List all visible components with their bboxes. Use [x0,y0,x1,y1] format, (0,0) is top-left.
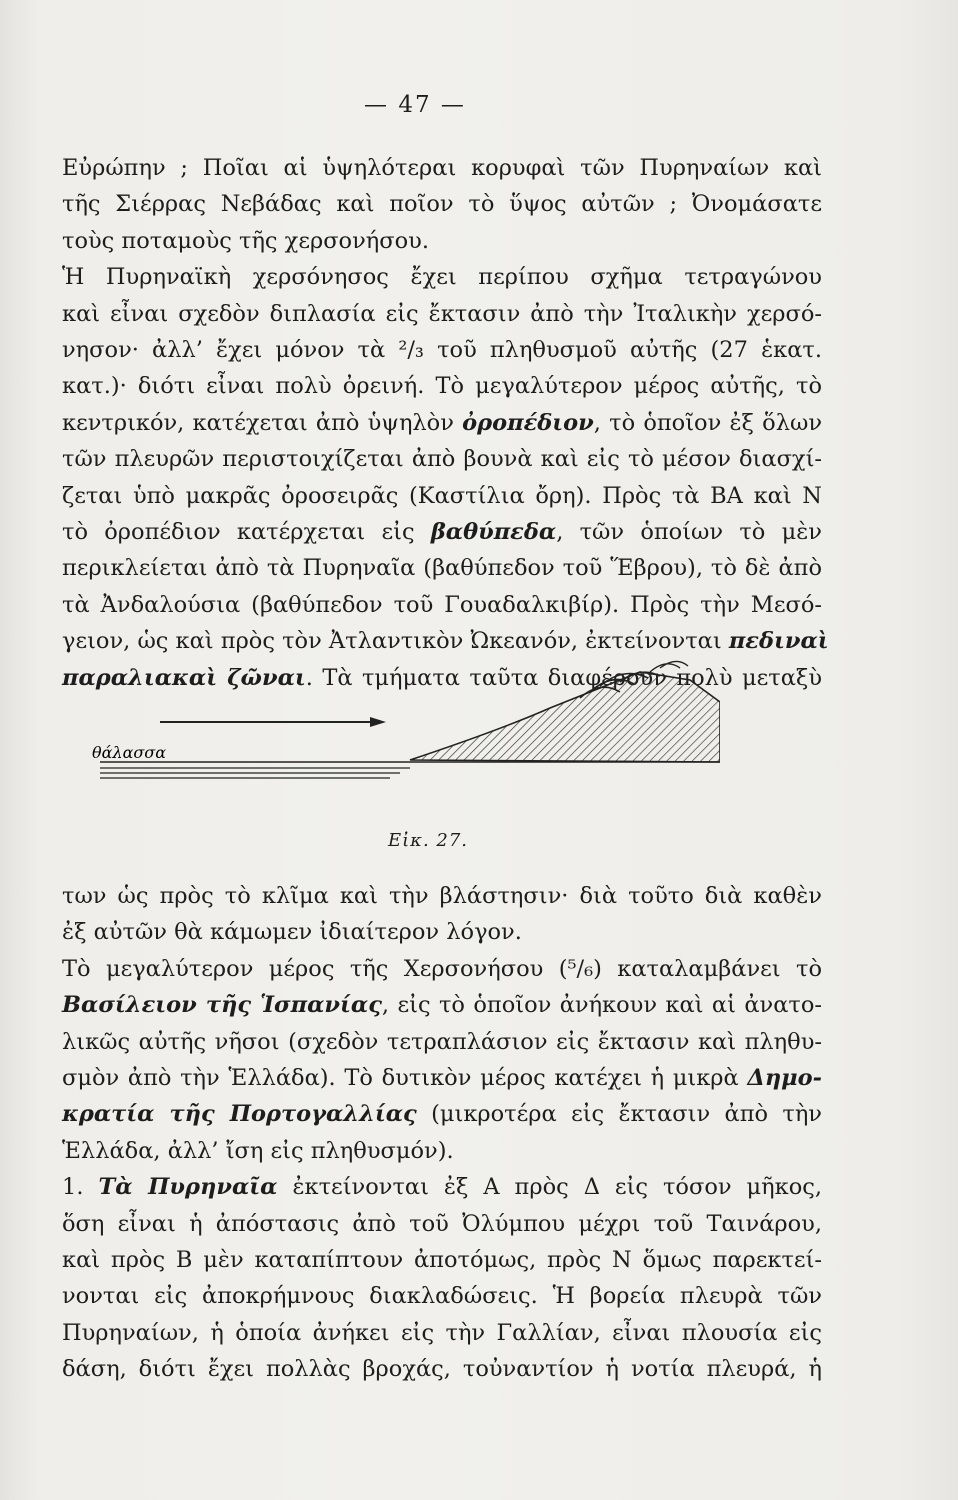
text-segment: Εὐρώπην ; Ποῖαι αἱ ὑψηλότεραι κορυφαὶ τῶν Πυρηναίων καὶ [62,155,822,181]
text-segment: , τὸ ὁποῖον ἐξ ὅλων [593,409,822,436]
coastal-slope [410,672,720,762]
text-segment: , εἰς τὸ ὁποῖον ἀνήκουν καὶ αἱ ἀνατο- [381,992,822,1019]
text-segment: Πυρηναίων, ἡ ὁποία ἀνήκει εἰς τὴν Γαλλίαν, εἶναι πλουσία εἰς [62,1319,822,1346]
text-line [62,878,822,914]
text-segment: τὰ Ἀνδαλούσια (βαθύπεδον τοῦ Γουαδαλκιβίρ). Πρὸς τὴν Μεσό- [62,591,822,618]
text-line [62,405,822,441]
text-segment: γειον, ὡς καὶ πρὸς τὸν Ἀτλαντικὸν Ὠκεανόν, ἐκτείνονται [62,628,729,655]
text-line [62,987,822,1023]
emphasized-term: παραλιακαὶ ζῶναι [62,664,306,691]
text-line [62,150,822,186]
text-line [62,623,829,659]
text-segment: τῶν πλευρῶν περιστοιχίζεται ἀπὸ βουνὰ καὶ εἰς τὸ μέσον διασχί- [62,446,822,473]
text-segment: Ἑλλάδα, ἀλλ’ ἴση εἰς πληθυσμόν). [62,1137,454,1164]
paragraph-1 [62,150,829,696]
text-line [62,1351,822,1387]
text-line [62,368,822,404]
text-line [62,332,822,368]
wave-spray [650,661,688,672]
text-segment: περικλείεται ἀπὸ τὰ Πυρηναῖα (βαθύπεδον τοῦ Ἕβρου), τὸ δὲ ἀπὸ [62,555,822,582]
emphasized-term: βαθύπεδα [430,519,557,546]
emphasized-term: ὀροπέδιον [462,409,594,436]
paragraph-2 [62,878,822,1388]
text-line [62,587,822,623]
text-line [62,259,822,295]
text-segment: τῆς Σιέρρας Νεβάδας καὶ ποῖον τὸ ὕψος αὐτῶν ; Ὀνομάσατε [62,191,822,218]
text-segment: νησον· ἀλλ’ ἔχει μόνον τὰ ²/₃ τοῦ πληθυσμοῦ αὐτῆς (27 ἑκατ. [62,337,822,364]
text-segment: κατ.)· διότι εἶναι πολὺ ὀρεινή. Τὸ μεγαλύτερον μέρος αὐτῆς, τὸ [62,373,822,400]
figure-27-diagram [80,660,720,780]
emphasized-term: πεδιναὶ [728,628,829,655]
text-segment: , τῶν ὁποίων τὸ μὲν [556,519,822,546]
text-segment: τὸ ὀροπέδιον κατέρχεται εἰς [62,519,431,546]
text-line [62,441,822,477]
text-segment: 1. [62,1174,99,1201]
text-segment: των ὡς πρὸς τὸ κλῖμα καὶ τὴν βλάστησιν· διὰ τοῦτο διὰ καθὲν [62,883,822,909]
text-line [62,1133,822,1169]
text-segment: ὅση εἶναι ἡ ἀπόστασις ἀπὸ τοῦ Ὀλύμπου μέχρι τοῦ Ταινάρου, [62,1210,822,1237]
text-line [62,550,822,586]
text-line [62,1278,822,1314]
text-segment: ἐκτείνονται ἐξ Α πρὸς Δ εἰς τόσον μῆκος, [277,1174,822,1201]
text-line [62,296,822,332]
text-segment: . Τὰ τμήματα ταῦτα διαφέρουν πολὺ μεταξὺ [305,664,822,691]
page-number: — 47 — [364,92,466,118]
text-segment: (μικροτέρα εἰς ἔκτασιν ἀπὸ τὴν [416,1101,822,1128]
text-line [62,1206,822,1242]
text-segment: κεντρικόν, κατέχεται ἀπὸ ὑψηλὸν [62,409,463,436]
text-line [62,951,822,987]
text-line [62,514,822,550]
emphasized-term: Βασίλειον τῆς Ἱσπανίας [62,992,382,1019]
text-segment: νονται εἰς ἀποκρήμνους διακλαδώσεις. Ἡ βορεία πλευρὰ τῶν [62,1283,822,1310]
text-segment: καὶ εἶναι σχεδὸν διπλασία εἰς ἔκτασιν ἀπὸ τὴν Ἰταλικὴν χερσό- [62,300,822,327]
emphasized-term: Τὰ Πυρηναῖα [98,1174,278,1201]
wind-arrow-head [370,717,386,727]
text-line [62,186,822,222]
text-line [62,1096,822,1132]
text-segment: τοὺς ποταμοὺς τῆς χερσονήσου. [62,227,429,254]
text-segment: λικῶς αὐτῆς νῆσοι (σχεδὸν τετραπλάσιον εἰς ἔκτασιν καὶ πληθυ- [62,1028,822,1055]
text-line [62,478,822,514]
emphasized-term: κρατία τῆς Πορτογαλλίας [62,1101,417,1128]
text-line [62,1024,822,1060]
text-segment: ζεται ὑπὸ μακρᾶς ὀροσειρᾶς (Καστίλια ὄρη). Πρὸς τὰ ΒΑ καὶ Ν [62,482,822,509]
text-line [62,1169,822,1205]
emphasized-term: Δημο- [747,1065,822,1092]
text-segment: δάση, διότι ἔχει πολλὰς βροχάς, τοὐναντίον ἡ νοτία πλευρά, ἡ [62,1356,822,1383]
figure-caption: Εἰκ. 27. [387,830,469,851]
text-line [62,1060,822,1096]
text-segment: Τὸ μεγαλύτερον μέρος τῆς Χερσονήσου (⁵/₆) καταλαμβάνει τὸ [62,955,822,982]
sea-label: θάλασσα [92,743,167,762]
text-line [62,1242,822,1278]
text-line [62,1315,822,1351]
text-line [62,223,822,259]
text-segment: ἐξ αὐτῶν θὰ κάμωμεν ἰδιαίτερον λόγον. [62,919,522,946]
text-line [62,914,822,950]
text-segment: καὶ πρὸς Β μὲν καταπίπτουν ἀποτόμως, πρὸς Ν ὅμως παρεκτεί- [62,1247,822,1274]
text-segment: σμὸν ἀπὸ τὴν Ἑλλάδα). Τὸ δυτικὸν μέρος κατέχει ἡ μικρὰ [62,1065,748,1092]
text-segment: Ἡ Πυρηναϊκὴ χερσόνησος ἔχει περίπου σχῆμα τετραγώνου [62,264,822,291]
